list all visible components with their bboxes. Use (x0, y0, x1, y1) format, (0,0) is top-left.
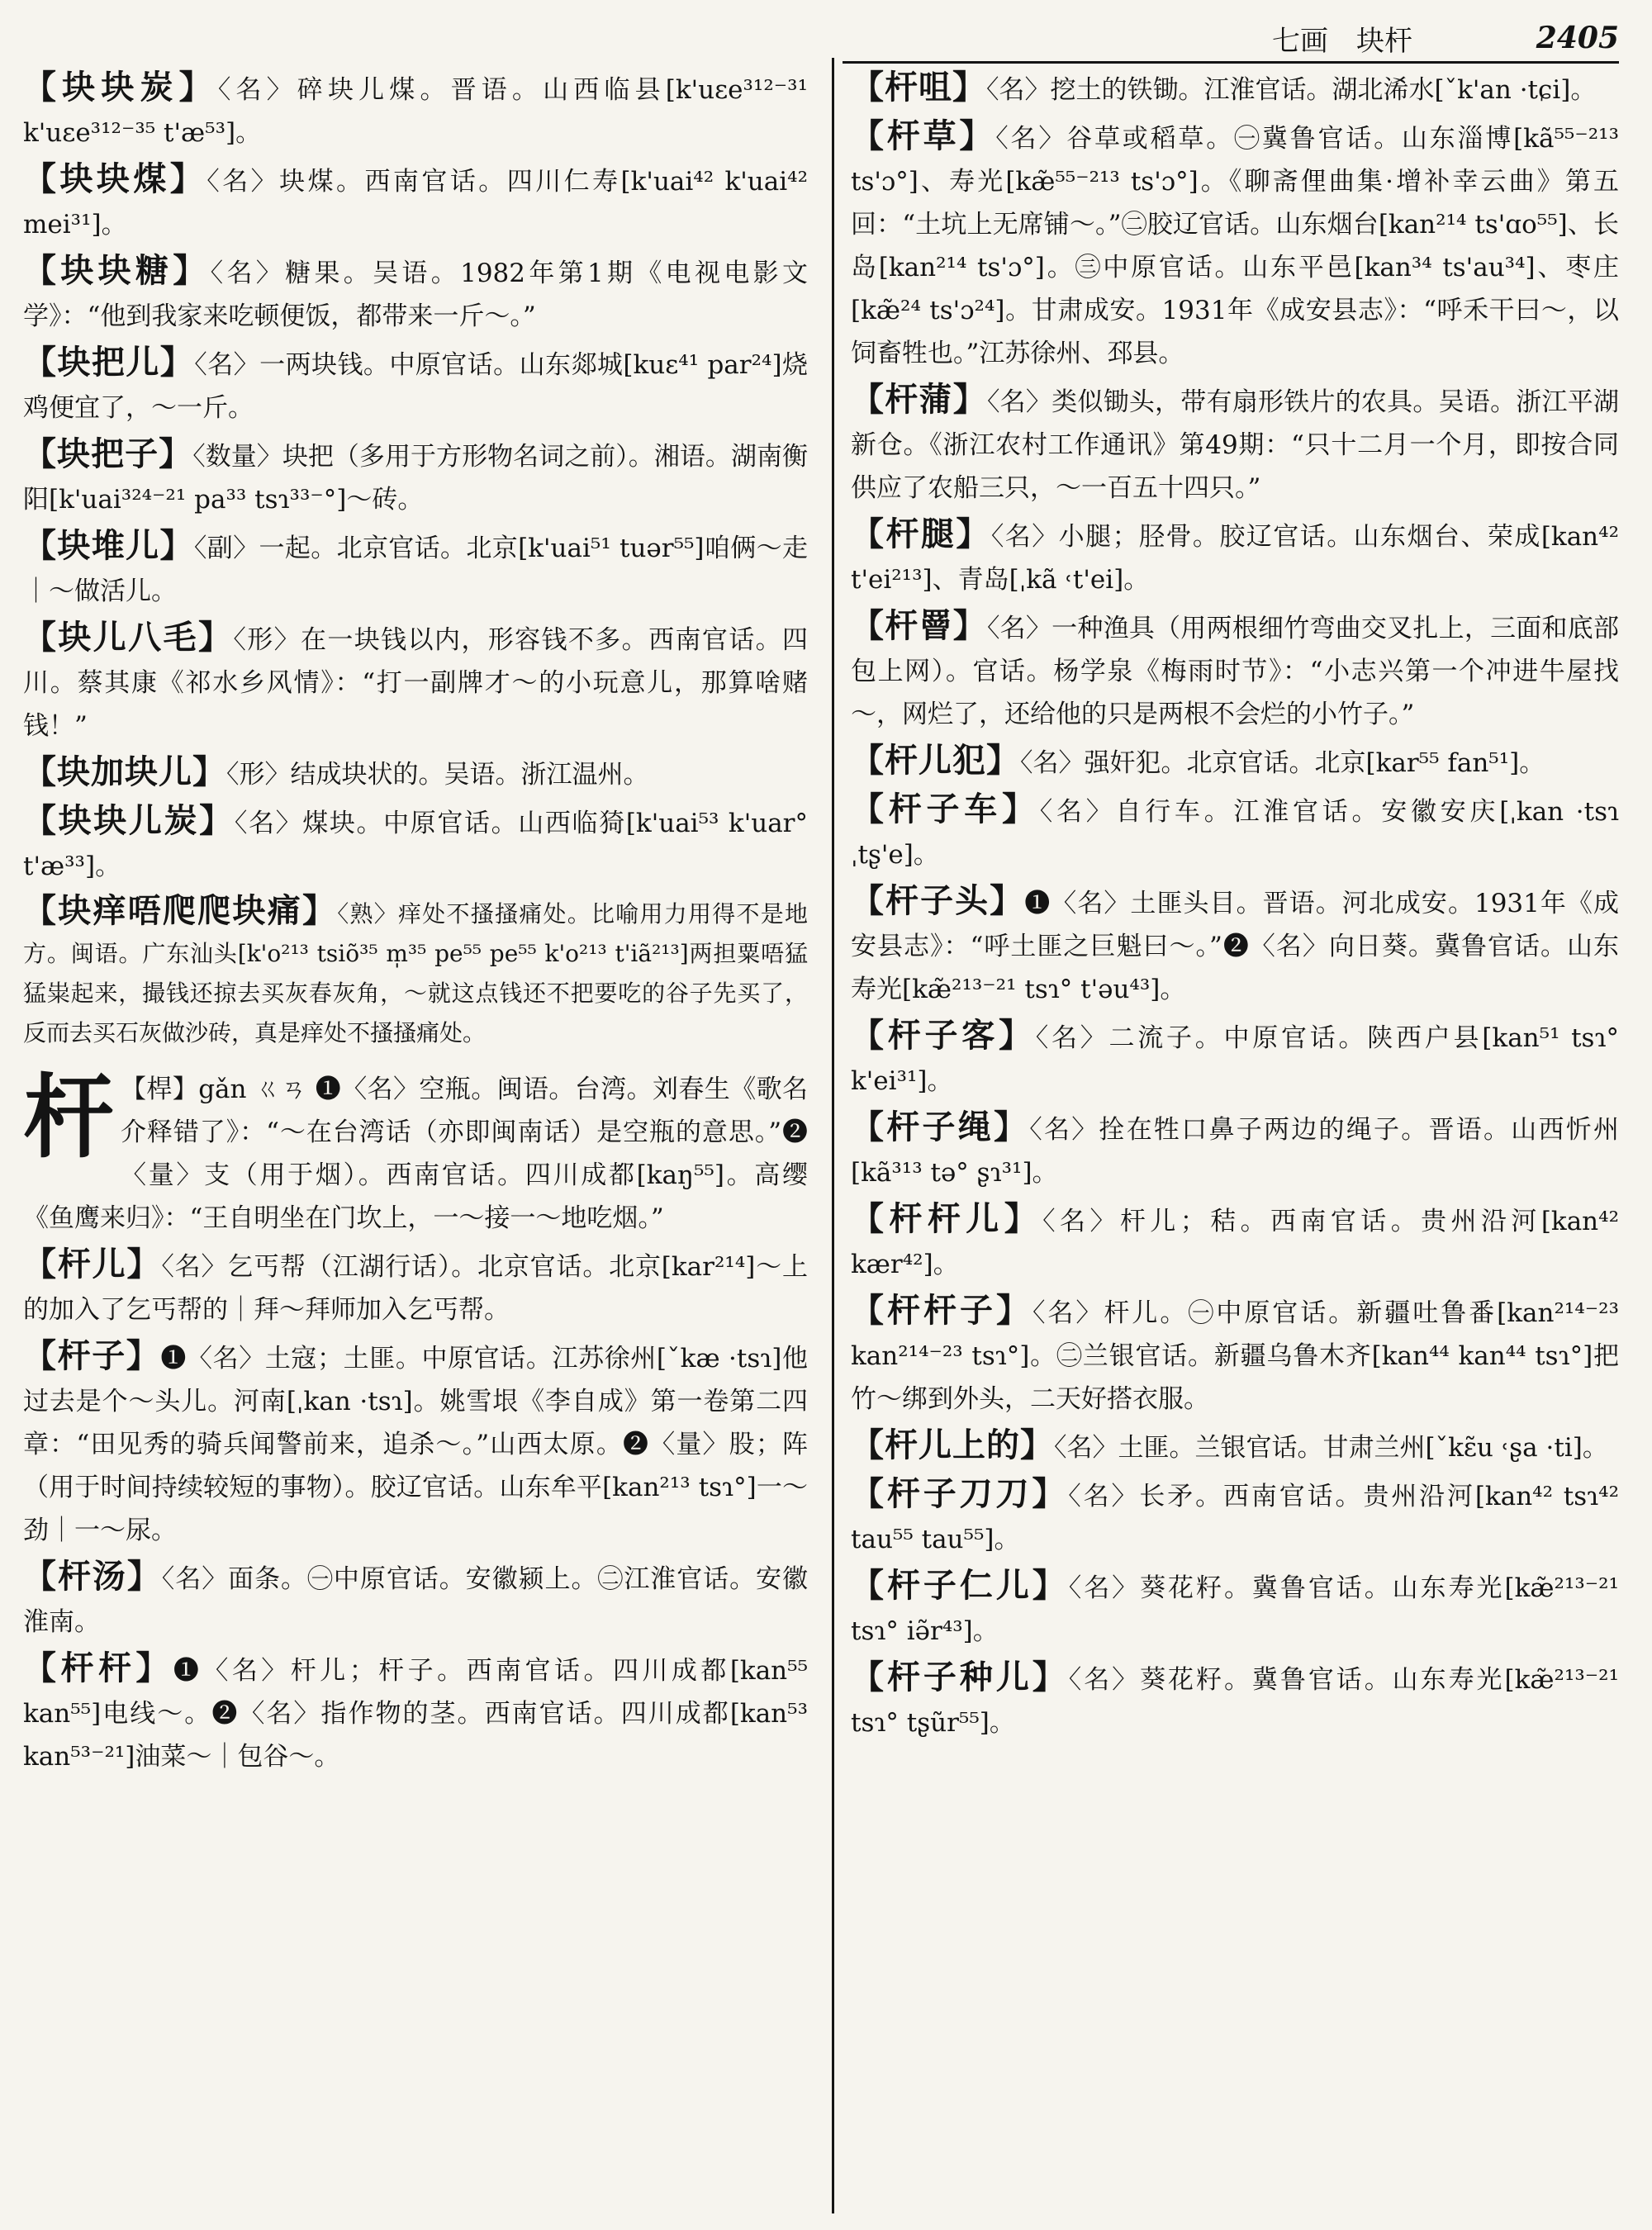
entry (23, 524, 808, 613)
definition: ❶〈名〉土匪头目。晋语。河北成安。1931年《成安县志》：“呼土匪之巨魁曰～。”❷〈名〉向日葵。冀鲁官话。山东寿光[kæ̃²¹³⁻²¹ tsɿ° t'əu⁴³]。 (851, 889, 1620, 1004)
definition: 〈名〉糖果。吴语。1982年第1期《电视电影文学》：“他到我家来吃顿便饭，都带来一斤～。” (23, 259, 808, 331)
headword: 【杆儿犯】 (851, 741, 1020, 780)
headword: 【杆杆】 (23, 1649, 173, 1687)
head-character: 杆 (23, 1064, 114, 1170)
definition: 〈名〉煤块。中原官话。山西临猗[k'uai⁵³ k'uar° t'æ³³]。 (23, 809, 809, 881)
definition: 〈名〉杆儿；秸。西南官话。贵州沿河[kan⁴² kær⁴²]。 (851, 1207, 1619, 1279)
headword: 【杆子】 (23, 1336, 161, 1375)
entry (851, 378, 1619, 510)
headword: 【块把儿】 (23, 343, 195, 382)
headword: 【块块糖】 (23, 251, 211, 290)
definition: 〈形〉结成块状的。吴语。浙江温州。 (226, 760, 649, 790)
headword: 【杆子刀刀】 (851, 1474, 1069, 1513)
entry (851, 788, 1619, 876)
headword: 【杆子种儿】 (851, 1658, 1069, 1696)
entry (851, 880, 1619, 1011)
headword: 【块痒唔爬爬块痛】 (23, 891, 338, 930)
entry (23, 433, 808, 521)
definition: 〈名〉乞丐帮（江湖行话）。北京官话。北京[kar²¹⁴]～上的加入了乞丐帮的｜拜～拜师加入乞丐帮。 (23, 1252, 809, 1325)
definition: 〈熟〉痒处不搔搔痛处。比喻用力用得不是地方。闽语。广东汕头[k'o²¹³ tsiõ³⁵ m̩³⁵ pe⁵⁵ pe⁵⁵ k'o²¹³ t'iã²¹³]两担粟唔猛猛粜起来，撮钱还掠去买灰春灰角，～就这点钱还不把要吃的谷子先买了，反而去买石灰做沙砖，真是痒处不搔搔痛处。 (23, 900, 808, 1046)
entry (23, 1555, 808, 1644)
headword: 【杆草】 (851, 116, 996, 155)
headword: 【块块炭】 (23, 68, 218, 107)
headword: 【杆杆儿】 (851, 1199, 1043, 1238)
entry (851, 1106, 1619, 1194)
entry (23, 1243, 808, 1331)
headword: 【杆子绳】 (851, 1108, 1030, 1146)
definition: 〈名〉葵花籽。冀鲁官话。山东寿光[kæ̃²¹³⁻²¹ tsɿ° tʂũr⁵⁵]。 (851, 1665, 1620, 1738)
headword: 【杆罾】 (851, 606, 987, 645)
definition: ❶〈名〉杆儿；杆子。西南官话。四川成都[kan⁵⁵ kan⁵⁵]电线～。❷〈名〉指作物的茎。西南官话。四川成都[kan⁵³ kan⁵³⁻²¹]油菜～｜包谷～。 (23, 1656, 809, 1772)
definition: ❶〈名〉土寇；土匪。中原官话。江苏徐州[ˇkæ ·tsɿ]他过去是个～头儿。河南[ˌkan ·tsɿ]。姚雪垠《李自成》第一卷第二四章：“田见秀的骑兵闻警前来，追杀～。”山西太原。❷〈量〉股；阵（用于时间持续较短的事物）。胶辽官话。山东牟平[kan²¹³ tsɿ°]一～劲｜一～尿。 (23, 1344, 809, 1545)
headword: 【块块儿炭】 (23, 801, 235, 840)
entry (23, 158, 808, 246)
definition: 〈名〉长矛。西南官话。贵州沿河[kan⁴² tsɿ⁴² tau⁵⁵ tau⁵⁵]。 (851, 1482, 1620, 1554)
definition: 〈名〉碎块儿煤。晋语。山西临县[k'uɛe³¹²⁻³¹ k'uɛe³¹²⁻³⁵ t'æ⁵³]。 (23, 75, 808, 148)
definition: 〈名〉挖土的铁锄。江淮官话。湖北浠水[ˇk'an ·tɕi]。 (986, 75, 1597, 105)
definition: 〈副〉一起。北京官话。北京[k'uai⁵¹ tuər⁵⁵]咱俩～走｜～做活儿。 (23, 534, 809, 606)
headword: 【杆子车】 (851, 790, 1040, 828)
headword: 【杆儿上的】 (851, 1426, 1054, 1464)
definition: 〈名〉杆儿。㊀中原官话。新疆吐鲁番[kan²¹⁴⁻²³ kan²¹⁴⁻²³ tsɿ°]。㊁兰银官话。新疆乌鲁木齐[kan⁴⁴ kan⁴⁴ tsɿ°]把竹～绑到外头，二天好搭衣服。 (851, 1298, 1620, 1414)
left-column (23, 66, 808, 1782)
definition: 〈名〉类似锄头，带有扇形铁片的农具。吴语。浙江平湖新仓。《浙江农村工作通讯》第49期：“只十二月一个月，即按合同供应了农船三只，～一百五十四只。” (851, 387, 1620, 503)
entry (23, 616, 808, 747)
entry (851, 513, 1619, 601)
headword: 【杆腿】 (851, 515, 991, 553)
definition: 〈名〉葵花籽。冀鲁官话。山东寿光[kæ̃²¹³⁻²¹ tsɿ° iə̃r⁴³]。 (851, 1573, 1620, 1646)
headword: 【杆杆子】 (851, 1291, 1032, 1330)
definition: 【桿】gǎn ㄍㄢ ❶〈名〉空瓶。闽语。台湾。刘春生《歌名介释错了》：“～在台湾话（亦即闽南话）是空瓶的意思。”❷〈量〉支（用于烟）。西南官话。四川成都[kaŋ⁵⁵]。高缨《鱼鹰来归》：“王自明坐在门坎上，一～接一～地吃烟。” (23, 1075, 808, 1233)
definition: 〈名〉一两块钱。中原官话。山东郯城[kuɛ⁴¹ par²⁴]烧鸡便宜了，～一斤。 (23, 350, 808, 423)
definition: 〈形〉在一块钱以内，形容钱不多。西南官话。四川。蔡其康《祁水乡风情》：“打一副牌才～的小玩意儿，那算啥赌钱！” (23, 625, 809, 741)
definition: 〈名〉块煤。西南官话。四川仁寿[k'uai⁴² k'uai⁴² mei³¹]。 (23, 167, 808, 240)
entry (851, 1656, 1619, 1744)
headword: 【杆蒲】 (851, 380, 987, 419)
entry (23, 249, 808, 338)
headword: 【杆子仁儿】 (851, 1566, 1069, 1605)
definition: 〈名〉强奸犯。北京官话。北京[kar⁵⁵ fan⁵¹]。 (1020, 748, 1545, 778)
entry (851, 1014, 1619, 1103)
definition: 〈名〉土匪。兰银官话。甘肃兰州[ˇkɛ̃u ˓ʂa ·ti]。 (1054, 1433, 1608, 1463)
headword: 【块把子】 (23, 434, 193, 473)
definition: 〈名〉自行车。江淮官话。安徽安庆[ˌkan ·tsɿ ˌtʂ'e]。 (851, 797, 1620, 870)
column-divider (832, 58, 834, 2213)
entry (23, 799, 808, 888)
headword: 【块儿八毛】 (23, 618, 234, 657)
definition: 〈名〉谷草或稻草。㊀冀鲁官话。山东淄博[kã⁵⁵⁻²¹³ ts'ɔ°]、寿光[kæ̃⁵⁵⁻²¹³ ts'ɔ°]。《聊斋俚曲集·增补幸云曲》第五回：“土坑上无席铺～。”㊁胶辽官话。山东烟台[kan²¹⁴ ts'ɑo⁵⁵]、长岛[kan²¹⁴ ts'ɔ°]。㊂中原官话。山东平邑[kan³⁴ ts'au³⁴]、枣庄[kæ̃²⁴ ts'ɔ²⁴]。甘肃成安。1931年《成安县志》：“呼禾干曰～，以饲畜牲也。”江苏徐州、邳县。 (851, 124, 1620, 368)
headword: 【杆咀】 (851, 68, 986, 107)
headword: 【块堆儿】 (23, 526, 194, 565)
entry (23, 1647, 808, 1778)
entry (851, 66, 1619, 112)
headword: 【杆子客】 (851, 1016, 1036, 1055)
entry (23, 751, 808, 796)
entry (23, 341, 808, 429)
definition: 〈名〉面条。㊀中原官话。安徽颍上。㊁江淮官话。安徽淮南。 (23, 1564, 809, 1637)
entry (851, 1289, 1619, 1421)
definition: 〈名〉二流子。中原官话。陕西户县[kan⁵¹ tsɿ° k'ei³¹]。 (851, 1023, 1619, 1096)
character-entry (23, 1064, 808, 1240)
definition: 〈名〉一种渔具（用两根细竹弯曲交叉扎上，三面和底部包上网）。官话。杨学泉《梅雨时节》：“小志兴第一个冲进牛屋找～，网烂了，还给他的只是两根不会烂的小竹子。” (851, 614, 1620, 729)
headword: 【杆儿】 (23, 1245, 162, 1283)
page-number: 2405 (1536, 21, 1619, 55)
headword: 【块加块儿】 (23, 752, 226, 791)
right-column (851, 66, 1619, 1748)
headword: 【块块煤】 (23, 159, 207, 198)
header-rule (843, 61, 1619, 64)
definition: 〈数量〉块把（多用于方形物名词之前）。湘语。湖南衡阳[k'uai³²⁴⁻²¹ pa³³ tsɿ³³⁻°]～砖。 (23, 442, 809, 515)
entry (23, 891, 808, 1053)
entry (851, 739, 1619, 785)
section-title: 七画 块杆 (1272, 24, 1412, 58)
headword: 【杆汤】 (23, 1557, 162, 1596)
running-header (1272, 15, 1619, 61)
entry (851, 115, 1619, 375)
entry (851, 1473, 1619, 1561)
entry (23, 1335, 808, 1552)
definition: 〈名〉拴在牲口鼻子两边的绳子。晋语。山西忻州[kã³¹³ tə° ʂɿ³¹]。 (851, 1115, 1619, 1188)
entry (851, 605, 1619, 736)
definition: 〈名〉小腿；胫骨。胶辽官话。山东烟台、荣成[kan⁴² t'ei²¹³]、青岛[ˌkã ˓t'ei]。 (851, 522, 1619, 595)
headword: 【杆子头】 (851, 881, 1025, 920)
entry (23, 66, 808, 154)
entry (851, 1564, 1619, 1653)
entry (851, 1198, 1619, 1286)
entry (851, 1424, 1619, 1469)
